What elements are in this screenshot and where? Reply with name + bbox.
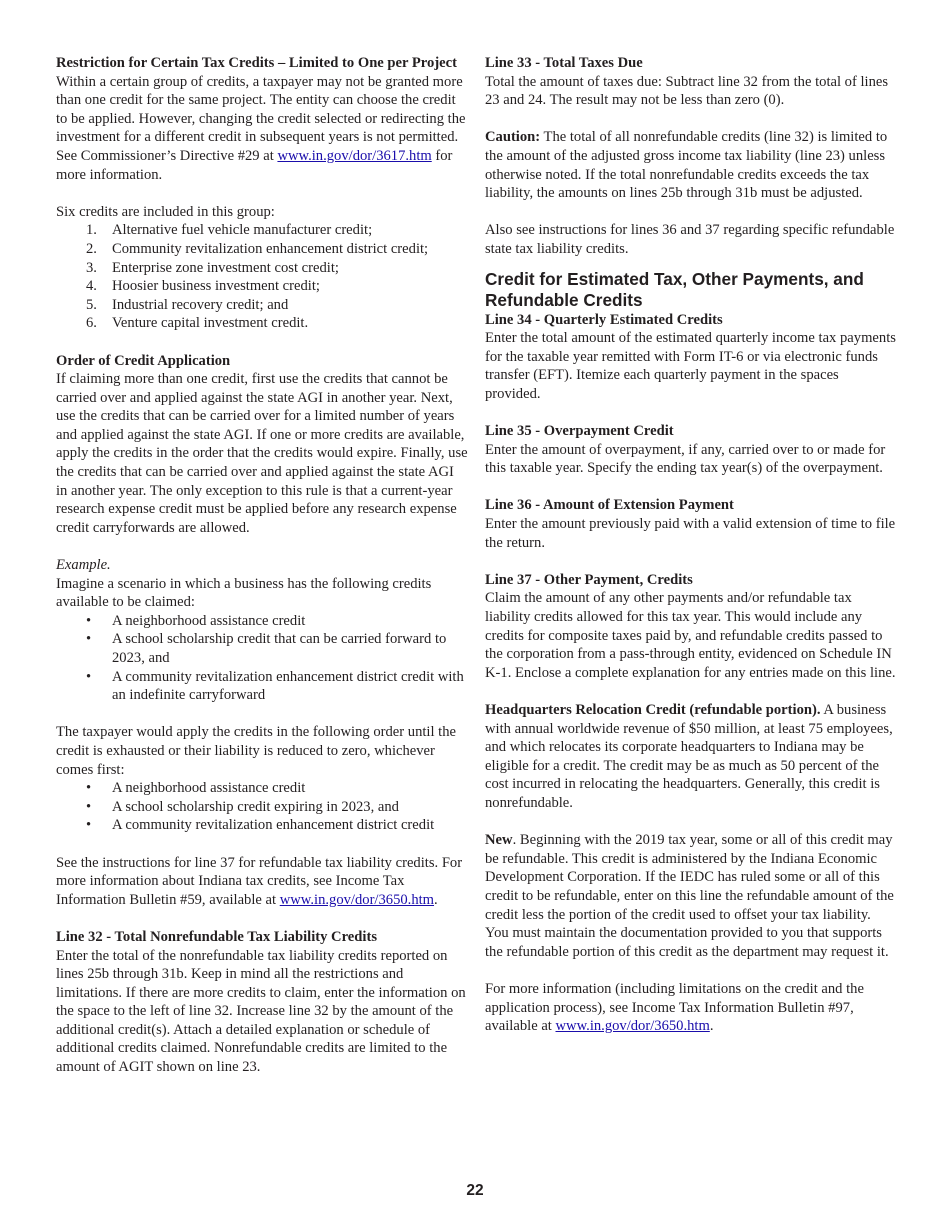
see-instructions-text: See the instructions for line 37 for refundable tax liability credits. For more information about Indiana tax credits, see Income Tax Information Bulletin #59, available at	[56, 854, 463, 908]
new-text: . Beginning with the 2019 tax year, some or all of this credit may be refundable. This credit is administered by the Indiana Economic Development Corporation. If the IEDC has ruled some or all of this credit to be refundable, enter on this line the refundable amount of the credit less the portion of the credit used to offset your tax liability. You must maintain the documentation provided to you that supports the refundable portion of this credit as the department may request it.	[485, 832, 894, 960]
list-item-text: A school scholarship credit expiring in 2023, and	[112, 798, 399, 815]
order-apply-paragraph: The taxpayer would apply the credits in the following order until the credit is exhausted or their liability is reduced to zero, whichever comes first:	[56, 724, 457, 778]
order-heading: Order of Credit Application	[56, 352, 231, 369]
list-item-text: A neighborhood assistance credit	[112, 780, 306, 797]
bullet-icon: •	[86, 780, 92, 797]
line36-heading: Line 36 - Amount of Extension Payment	[485, 497, 734, 514]
example-credits-list	[56, 612, 468, 705]
caution-paragraph	[485, 128, 897, 202]
right-column	[485, 54, 897, 1036]
caution-label: Caution:	[485, 129, 541, 146]
line37-heading: Line 37 - Other Payment, Credits	[485, 571, 693, 588]
example-label-text: Example.	[56, 557, 111, 574]
bullet-icon: •	[86, 612, 92, 629]
order-apply-list	[56, 779, 468, 835]
restriction-tail: for more information.	[56, 147, 453, 183]
caution-text: The total of all nonrefundable credits (line 32) is limited to the amount of the adjusted gross income tax liability (line 23) unless otherwise noted. If the total nonrefundable credits exceeds the tax liability, the amounts on lines 25b through 31b must be adjusted.	[485, 129, 888, 202]
line37-paragraph: Claim the amount of any other payments and/or refundable tax liability credits allowed for this tax year. This would include any credits for composite taxes paid by, and refundable credits passed to the corporation from a pass-through entity, evidenced on Schedule IN K-1. Enclose a complete explanation for any entries made on this line.	[485, 590, 896, 681]
list-number: 2.	[86, 240, 97, 257]
hq-relocation-paragraph	[485, 701, 897, 813]
list-item	[56, 277, 468, 296]
more-info-tail: .	[709, 1018, 714, 1035]
list-number: 4.	[86, 278, 97, 295]
bullet-icon: •	[86, 631, 92, 648]
see-instructions-paragraph	[56, 854, 468, 910]
list-item	[56, 612, 468, 631]
new-paragraph	[485, 831, 897, 961]
line33-paragraph: Total the amount of taxes due: Subtract line 32 from the total of lines 23 and 24. The result may not be less than zero (0).	[485, 73, 889, 109]
list-item	[56, 630, 468, 667]
list-item-text: Alternative fuel vehicle manufacturer credit;	[112, 222, 373, 239]
line35-paragraph: Enter the amount of overpayment, if any, carried over to or made for this taxable year. Specify the ending tax year(s) of the overpayment.	[485, 441, 886, 477]
restriction-paragraph	[56, 73, 468, 185]
list-item-text: Community revitalization enhancement district credit;	[112, 240, 429, 257]
left-column	[56, 54, 468, 1077]
line32-heading: Line 32 - Total Nonrefundable Tax Liability Credits	[56, 928, 377, 945]
list-item	[56, 296, 468, 315]
bullet-icon: •	[86, 668, 92, 685]
line33-heading: Line 33 - Total Taxes Due	[485, 55, 643, 71]
restriction-text: Within a certain group of credits, a taxpayer may not be granted more than one credit for the same project. The entity can choose the credit to be applied. However, changing the credit selected or redirecting the investment for a different credit in subsequent years is not permitted. See Commissioner’s Directive #29 at	[56, 73, 466, 164]
list-item-text: Hoosier business investment credit;	[112, 278, 320, 295]
line35-heading: Line 35 - Overpayment Credit	[485, 423, 674, 440]
order-paragraph: If claiming more than one credit, first use the credits that cannot be carried over and applied against the state AGI in another year. Next, use the credits that can be carried over for a limited number of years and applied against the state AGI. If one or more credits are available, apply the credits in the order that the credits would expire. Finally, use the credits that can be carried over and applied against the state AGI in another year. The only exception to this rule is that a current-year research expense credit must be applied before any research expense credit carryforwards are allowed.	[56, 371, 468, 536]
six-credits-list	[56, 221, 468, 333]
list-item	[56, 668, 468, 705]
new-label: New	[485, 832, 513, 849]
list-item	[56, 779, 468, 798]
hq-relocation-text: A business with annual worldwide revenue of $50 million, at least 75 employees, and which relocates its corporate headquarters to Indiana may be eligible for a credit. The credit may be as much as 50 percent of the cost incurred in relocating the headquarters. Generally, this credit is nonrefundable.	[485, 702, 893, 811]
bulletin-59-link[interactable]: www.in.gov/dor/3650.htm	[279, 891, 435, 908]
more-info-paragraph	[485, 980, 897, 1036]
commissioners-directive-link[interactable]: www.in.gov/dor/3617.htm	[277, 147, 432, 164]
page-number: 22	[466, 1182, 484, 1199]
list-number: 3.	[86, 259, 97, 276]
list-item-text: Venture capital investment credit.	[112, 315, 309, 332]
line34-paragraph: Enter the total amount of the estimated quarterly income tax payments for the taxable year remitted with Form IT-6 or via electronic funds transfer (EFT). Itemize each quarterly payment in the spaces provided.	[485, 330, 896, 402]
list-item-text: A school scholarship credit that can be carried forward to 2023, and	[112, 631, 447, 666]
list-item-text: Enterprise zone investment cost credit;	[112, 259, 339, 276]
more-info-text: For more information (including limitations on the credit and the application process), see Income Tax Information Bulletin #97, available at	[485, 980, 864, 1035]
list-item	[56, 259, 468, 278]
list-item	[56, 240, 468, 259]
bullet-icon: •	[86, 817, 92, 834]
bullet-icon: •	[86, 798, 92, 815]
also-see-paragraph: Also see instructions for lines 36 and 37 regarding specific refundable state tax liability credits.	[485, 222, 895, 257]
example-label	[56, 556, 468, 575]
list-item	[56, 314, 468, 333]
line32-paragraph: Enter the total of the nonrefundable tax liability credits reported on lines 25b through 31b. Keep in mind all the restrictions and limitations. If there are more credits to claim, enter the information on the space to the left of line 32. Increase line 32 by the amount of the additional credit(s). Attach a detailed explanation or schedule of additional credits claimed. Nonrefundable credits are limited to the amount of AGIT shown on line 23.	[56, 947, 466, 1076]
restriction-heading: Restriction for Certain Tax Credits – Limited to One per Project	[56, 55, 457, 71]
list-item-text: A neighborhood assistance credit	[112, 612, 306, 629]
see-instructions-tail: .	[434, 891, 438, 908]
hq-relocation-label: Headquarters Relocation Credit (refundable portion).	[485, 702, 821, 718]
section-heading: Credit for Estimated Tax, Other Payments, and Refundable Credits	[485, 268, 864, 310]
list-item	[56, 798, 468, 817]
list-item-text: A community revitalization enhancement district credit	[112, 817, 435, 834]
line34-heading: Line 34 - Quarterly Estimated Credits	[485, 311, 723, 328]
list-number: 6.	[86, 315, 97, 332]
example-paragraph: Imagine a scenario in which a business has the following credits available to be claimed:	[56, 575, 432, 611]
line36-paragraph: Enter the amount previously paid with a valid extension of time to file the return.	[485, 516, 896, 551]
list-number: 5.	[86, 296, 97, 313]
list-item-text: A community revitalization enhancement district credit with an indefinite carryforward	[112, 668, 464, 704]
list-item-text: Industrial recovery credit; and	[112, 296, 289, 313]
list-item	[56, 816, 468, 835]
list-number: 1.	[86, 222, 97, 239]
list-item	[56, 221, 468, 240]
six-credits-intro: Six credits are included in this group:	[56, 203, 275, 220]
bulletin-97-link[interactable]: www.in.gov/dor/3650.htm	[555, 1018, 710, 1035]
